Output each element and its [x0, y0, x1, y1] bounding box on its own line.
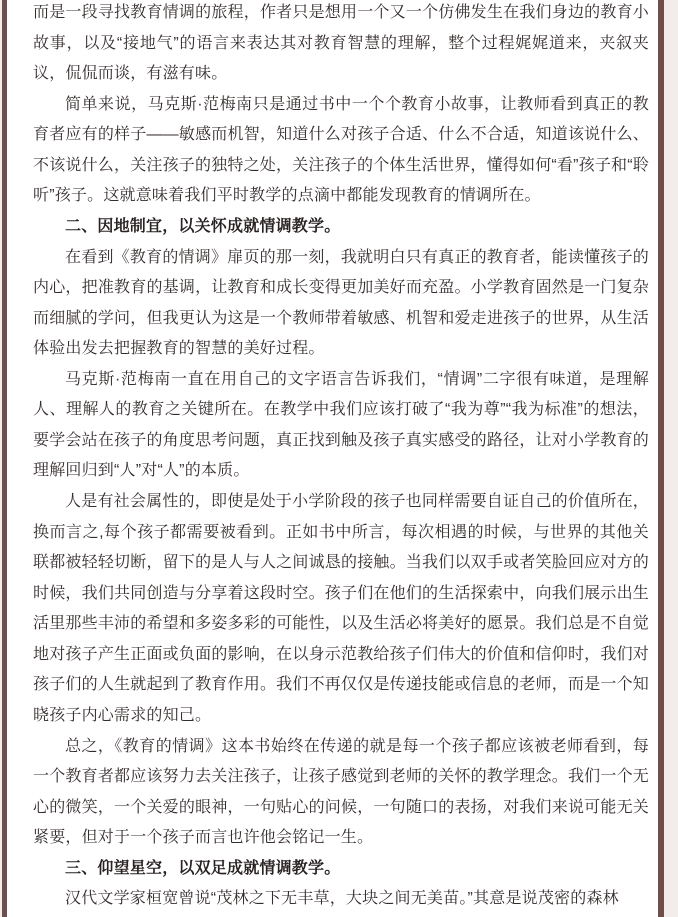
section-heading: 二、因地制宜，以关怀成就情调教学。: [65, 217, 341, 235]
paragraph: 在看到《教育的情调》扉页的那一刻，我就明白只有真正的教育者，能读懂孩子的内心，把准教育的基调，让教育和成长变得更加美好而充盈。小学教育固然是一门复杂而细腻的学问，但我更认为这是一个教师带着敏感、机智和爱走进孩子的世界，从生活体验出发去把握教育的智慧的美好过程。: [33, 248, 649, 358]
paragraph: 马克斯·范梅南一直在用自己的文字语言告诉我们，“情调”二字很有味道，是理解人、理解人的教育之关键所在。在教学中我们应该打破了“我为尊”“我为标准”的想法，要学会站在孩子的角度思考问题，真正找到触及孩子真实感受的路径，让对小学教育的理解回归到“人”对“人”的本质。: [33, 370, 649, 480]
section-heading: 三、仰望星空，以双足成就情调教学。: [65, 859, 341, 877]
document-body: [7, 0, 658, 915]
paragraph: 人是有社会属性的，即使是处于小学阶段的孩子也同样需要自证自己的价值所在，换而言之,每个孩子都需要被看到。正如书中所言，每次相遇的时候，与世界的其他关联都被轻轻切断，留下的是人与人之间诚恳的接触。当我们以双手或者笑脸回应对方的时候，我们共同创造与分享着这段时空。孩子们在他们的生活探索中，向我们展示出生活里那些丰沛的希望和多姿多彩的可能性，以及生活必将美好的愿景。我们总是不自觉地对孩子产生正面或负面的影响，在以身示范教给孩子们伟大的价值和信仰时，我们对孩子们的人生就起到了教育作用。我们不再仅仅是传递技能或信息的老师，而是一个知晓孩子内心需求的知己。: [33, 493, 649, 724]
paragraph: 总之，《教育的情调》这本书始终在传递的就是每一个孩子都应该被老师看到，每一个教育者都应该努力去关注孩子，让孩子感觉到老师的关怀的教学理念。我们一个无心的微笑，一个关爱的眼神，一句贴心的问候，一句随口的表扬，对我们来说可能无关紧要，但对于一个孩子而言也许他会铭记一生。: [33, 737, 649, 847]
paragraph: 而是一段寻找教育情调的旅程，作者只是想用一个又一个仿佛发生在我们身边的教育小故事，以及“接地气”的语言来表达其对教育智慧的理解，整个过程娓娓道来，夹叙夹议，侃侃而谈，有滋有味。: [33, 4, 649, 83]
document-page: [2, 0, 664, 917]
paragraph: 简单来说，马克斯·范梅南只是通过书中一个个教育小故事，让教师看到真正的教育者应有的样子——敏感而机智，知道什么对孩子合适、什么不合适，知道该说什么、不该说什么，关注孩子的独特之处，关注孩子的个体生活世界，懂得如何“看”孩子和“聆听”孩子。这就意味着我们平时教学的点滴中都能发现教育的情调所在。: [33, 95, 649, 205]
paragraph: 汉代文学家桓宽曾说“茂林之下无丰草，大块之间无美苗。”其意是说茂密的森林: [65, 890, 619, 908]
